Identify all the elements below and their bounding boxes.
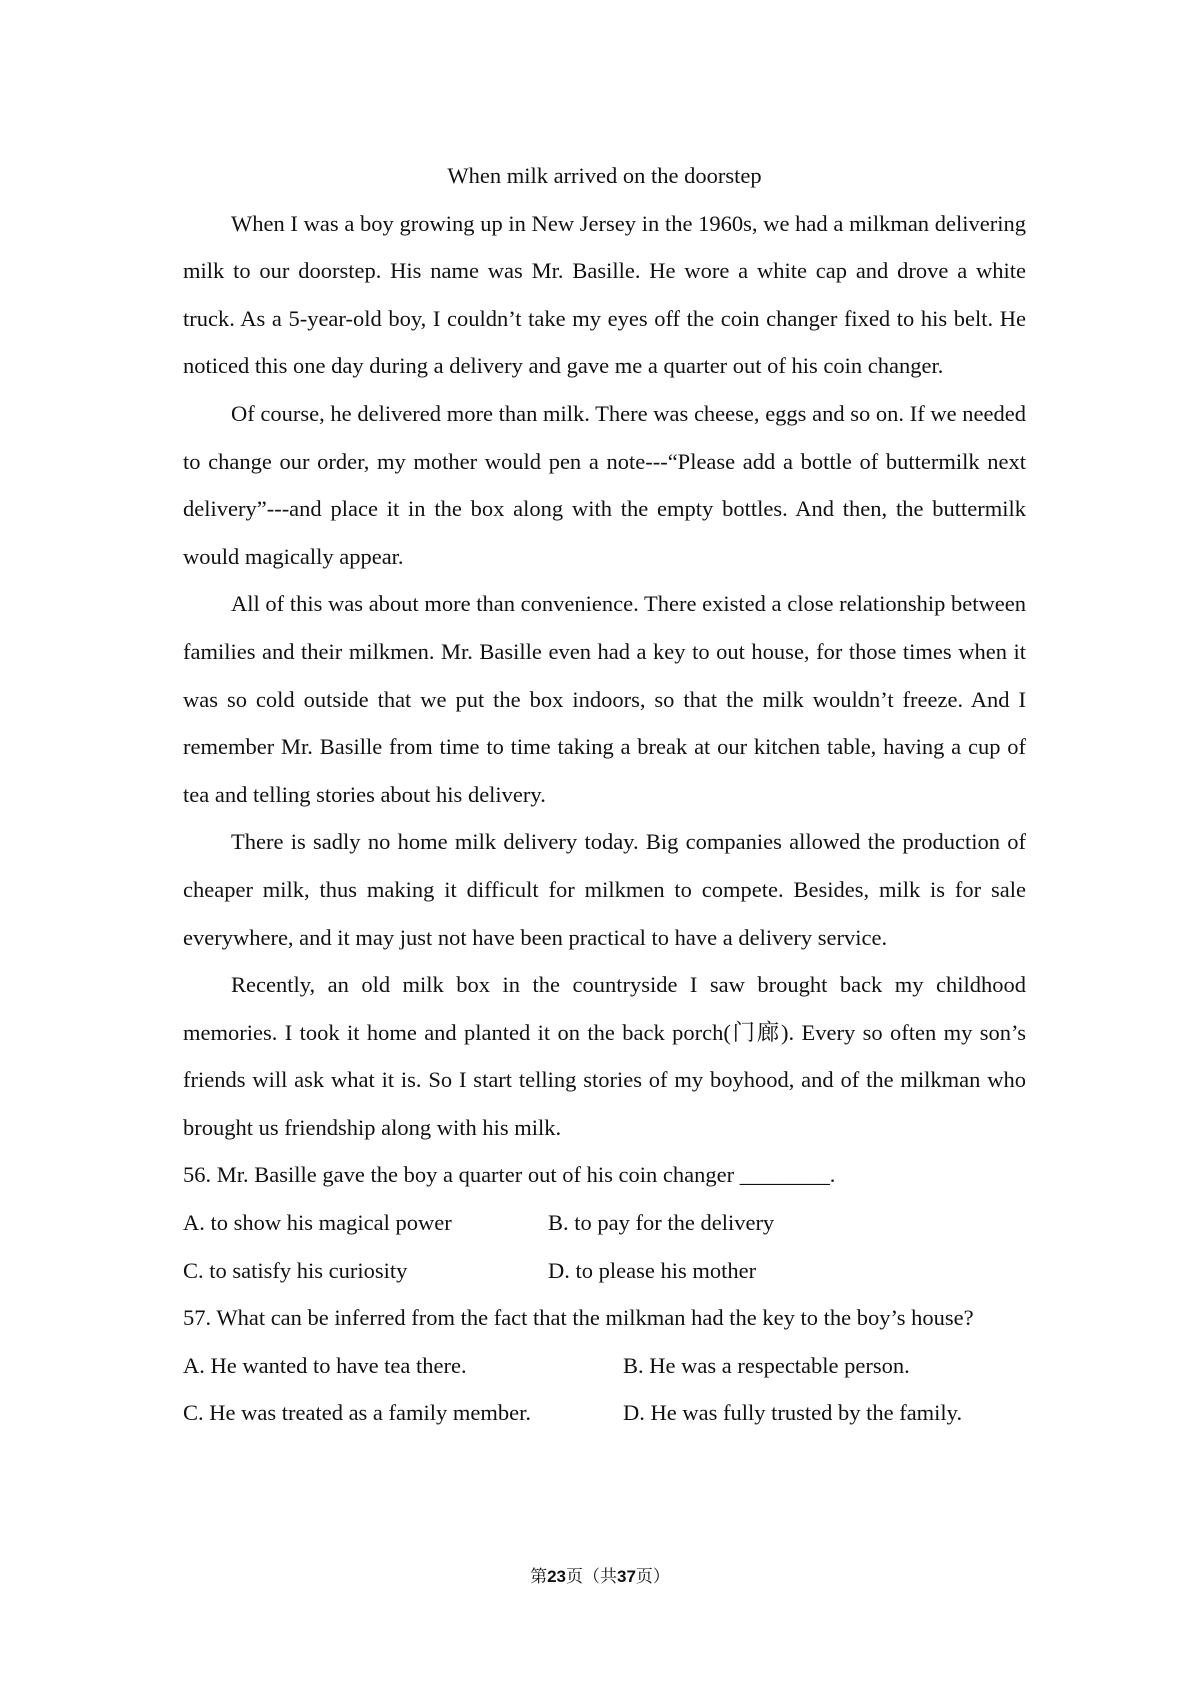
- option-c: C. to satisfy his curiosity: [183, 1257, 408, 1283]
- option-d: D. to please his mother: [548, 1257, 757, 1283]
- option-a: A. He wanted to have tea there.: [183, 1352, 467, 1378]
- paragraph: All of this was about more than convenience. There existed a close relationship between families and their milkmen. Mr. Basille even had a key to out house, for those times when it was so cold outside that we put the box indoors, so that the milk wouldn’t freeze. And I remember Mr. Basille from time to time taking a break at our kitchen table, having a cup of tea and telling stories about his delivery.: [183, 591, 1026, 807]
- question-57-options-row: [183, 1342, 1026, 1390]
- paragraph: Of course, he delivered more than milk. There was cheese, eggs and so on. If we needed to change our order, my mother would pen a note---“Please add a bottle of buttermilk next delivery”---and place it in the box along with the empty bottles. And then, the buttermilk would magically appear.: [183, 400, 1026, 569]
- passage-title: When milk arrived on the doorstep: [447, 163, 762, 188]
- question-56-options-row: [183, 1247, 1026, 1295]
- question-57-stem: 57. What can be inferred from the fact that the milkman had the key to the boy’s house?: [183, 1305, 974, 1331]
- paragraph: There is sadly no home milk delivery today. Big companies allowed the production of cheaper milk, thus making it difficult for milkmen to compete. Besides, milk is for sale everywhere, and it may just not have been practical to have a delivery service.: [183, 829, 1026, 950]
- question-57-options-row: [183, 1389, 1026, 1437]
- option-b: B. to pay for the delivery: [548, 1210, 775, 1236]
- page-number-footer: [0, 1562, 1200, 1587]
- document-body: [183, 152, 1026, 1437]
- question-56-stem: 56. Mr. Basille gave the boy a quarter out of his coin changer ________.: [183, 1162, 836, 1188]
- footer-text: 页）: [635, 1567, 670, 1587]
- option-b: B. He was a respectable person.: [623, 1352, 910, 1378]
- footer-text: 页（共: [566, 1567, 617, 1587]
- current-page: 23: [547, 1567, 566, 1586]
- option-c: C. He was treated as a family member.: [183, 1400, 532, 1426]
- option-a: A. to show his magical power: [183, 1210, 452, 1236]
- footer-text: 第: [530, 1567, 548, 1587]
- question-56-options-row: [183, 1199, 1026, 1247]
- paragraph: Recently, an old milk box in the countryside I saw brought back my childhood memories. I took it home and planted it on the back porch(门廊). Every so often my son’s friends will ask what it is. So I start telling stories of my boyhood, and of the milkman who brought us friendship along with his milk.: [183, 972, 1026, 1140]
- option-d: D. He was fully trusted by the family.: [623, 1400, 963, 1426]
- paragraph: When I was a boy growing up in New Jersey in the 1960s, we had a milkman delivering milk to our doorstep. His name was Mr. Basille. He wore a white cap and drove a white truck. As a 5-year-old boy, I couldn’t take my eyes off the coin changer fixed to his belt. He noticed this one day during a delivery and gave me a quarter out of his coin changer.: [183, 210, 1026, 379]
- total-pages: 37: [617, 1567, 636, 1586]
